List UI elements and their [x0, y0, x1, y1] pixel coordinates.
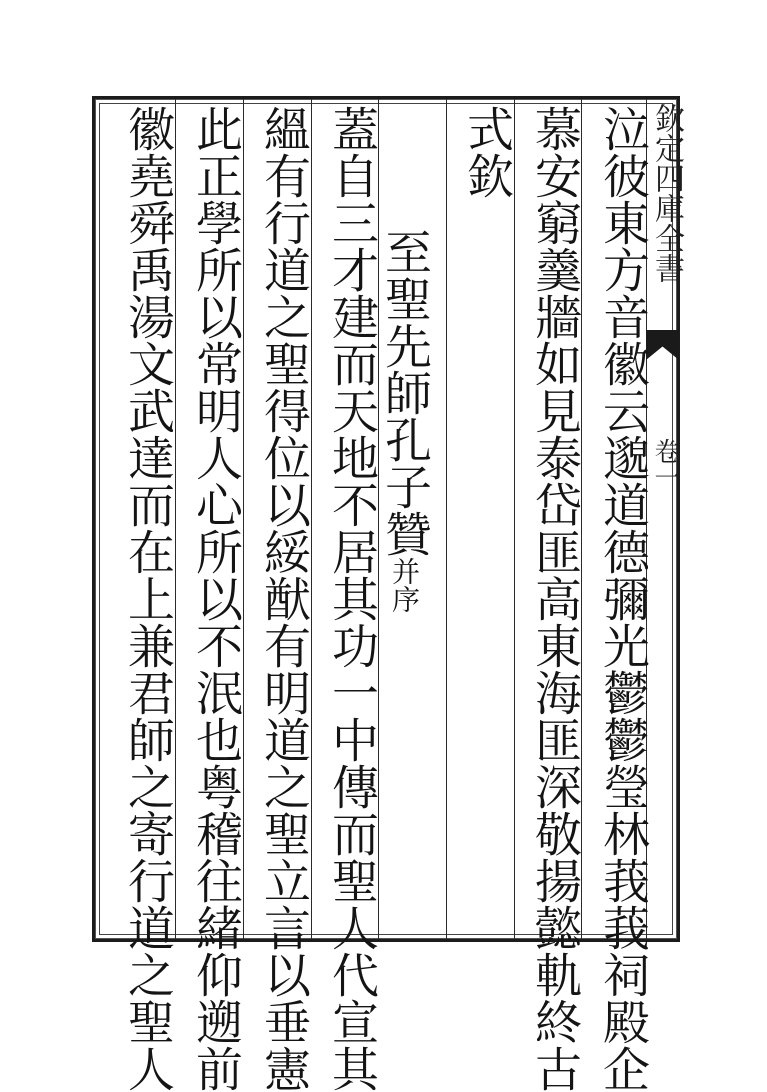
text-column-3: 式欽 [459, 105, 514, 199]
column-rule [446, 99, 447, 939]
column-rule [243, 99, 244, 939]
text-column-1: 泣彼東方音徽云邈道德彌光鬱鬱瑩林莪莪祠殿企 [595, 105, 650, 1092]
book-title: 欽定四庫全書 [649, 103, 684, 283]
text-column-2: 慕安窮羹牆如見泰岱匪高東海匪深敬揚懿軌終古 [527, 105, 582, 1092]
essay-heading [377, 228, 446, 613]
essay-title: 至聖先師孔子贊 [377, 228, 432, 557]
text-column-5: 蓋自三才建而天地不居其功一中傳而聖人代宣其 [324, 105, 379, 1092]
text-column-8: 徽堯舜禹湯文武達而在上兼君師之寄行道之聖人 [120, 105, 175, 1092]
text-column-7: 此正學所以常明人心所以不泯也粤稽往緒仰遡前 [188, 105, 243, 1092]
essay-subtitle-note: 并序 [388, 557, 421, 613]
column-rule [514, 99, 515, 939]
column-rule [311, 99, 312, 939]
column-rule [175, 99, 176, 939]
text-column-6: 縕有行道之聖得位以綏猷有明道之聖立言以垂憲 [256, 105, 311, 1092]
volume-label: 卷一 [650, 438, 680, 490]
